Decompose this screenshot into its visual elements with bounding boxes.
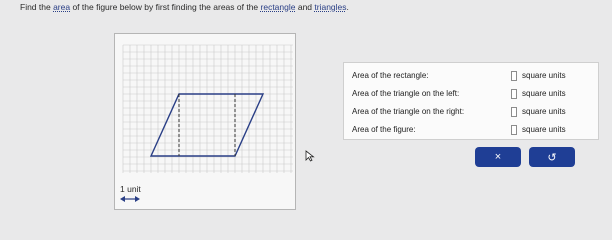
mouse-pointer-icon: [305, 150, 315, 162]
unit-arrow: [120, 196, 140, 202]
right-triangle-area-label: Area of the triangle on the right:: [352, 107, 465, 116]
instruction-suffix: .: [346, 2, 349, 12]
undo-button[interactable]: [529, 147, 575, 167]
rectangle-area-unit: square units: [522, 71, 566, 80]
left-triangle-area-unit: square units: [522, 89, 566, 98]
figure-area-row: [352, 123, 592, 137]
rectangle-area-label: Area of the rectangle:: [352, 71, 429, 80]
grid-lines: [123, 45, 293, 173]
figure-panel: [114, 33, 296, 210]
left-triangle-area-label: Area of the triangle on the left:: [352, 89, 460, 98]
rectangle-glossary-link[interactable]: rectangle: [260, 2, 296, 12]
close-icon: ×: [494, 151, 502, 163]
areas-panel: [343, 62, 599, 140]
right-triangle-area-row: [352, 105, 592, 119]
figure-area-label: Area of the figure:: [352, 125, 416, 134]
figure-area-input[interactable]: [511, 125, 517, 135]
right-triangle-area-unit: square units: [522, 107, 566, 116]
triangles-glossary-link[interactable]: triangles: [314, 2, 347, 12]
instruction-middle: of the figure below by first finding the areas of the: [70, 2, 261, 12]
undo-icon: ↺: [547, 151, 557, 164]
rectangle-area-input[interactable]: [511, 71, 517, 81]
figure-area-unit: square units: [522, 125, 566, 134]
right-triangle-area-input[interactable]: [511, 107, 517, 117]
grid-figure: [115, 34, 297, 211]
instruction-conjunction: and: [295, 2, 315, 12]
left-triangle-area-input[interactable]: [511, 89, 517, 99]
clear-button[interactable]: [475, 147, 521, 167]
rectangle-area-row: [352, 69, 592, 83]
unit-label: 1 unit: [120, 184, 141, 194]
instruction-text: [20, 1, 349, 13]
left-triangle-area-row: [352, 87, 592, 101]
instruction-prefix: Find the: [20, 2, 54, 12]
area-glossary-link[interactable]: area: [53, 2, 71, 12]
